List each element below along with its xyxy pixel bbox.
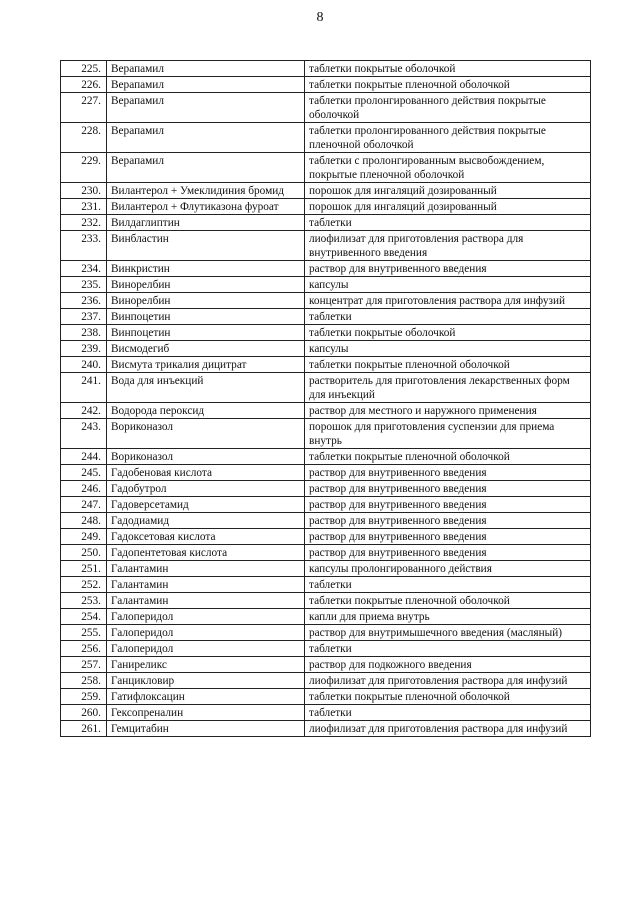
drug-name-cell: Водорода пероксид [107,403,305,419]
dosage-form-cell: таблетки покрытые пленочной оболочкой [305,689,591,705]
row-number-cell: 237. [61,309,107,325]
table-row [61,77,591,93]
table-row [61,577,591,593]
dosage-form-cell: раствор для внутривенного введения [305,465,591,481]
table-row [61,625,591,641]
row-number-cell: 234. [61,261,107,277]
table-row [61,153,591,183]
row-number-cell: 238. [61,325,107,341]
row-number-cell: 251. [61,561,107,577]
drug-name-cell: Гексопреналин [107,705,305,721]
dosage-form-cell: раствор для внутривенного введения [305,529,591,545]
row-number-cell: 226. [61,77,107,93]
drug-name-cell: Висмута трикалия дицитрат [107,357,305,373]
row-number-cell: 249. [61,529,107,545]
drug-name-cell: Галоперидол [107,625,305,641]
row-number-cell: 242. [61,403,107,419]
row-number-cell: 254. [61,609,107,625]
drug-name-cell: Винпоцетин [107,325,305,341]
table-row [61,231,591,261]
row-number-cell: 259. [61,689,107,705]
drug-name-cell: Галантамин [107,561,305,577]
table-row [61,481,591,497]
row-number-cell: 232. [61,215,107,231]
table-row [61,529,591,545]
table-row [61,545,591,561]
table-row [61,689,591,705]
drug-name-cell: Ганиреликс [107,657,305,673]
drug-name-cell: Гадоверсетамид [107,497,305,513]
table-row [61,357,591,373]
dosage-form-cell: таблетки покрытые пленочной оболочкой [305,357,591,373]
drug-name-cell: Гадоксетовая кислота [107,529,305,545]
row-number-cell: 227. [61,93,107,123]
table-row [61,609,591,625]
dosage-form-cell: таблетки покрытые пленочной оболочкой [305,449,591,465]
drug-name-cell: Вориконазол [107,449,305,465]
page-number: 8 [316,10,324,25]
dosage-form-cell: таблетки [305,641,591,657]
row-number-cell: 230. [61,183,107,199]
dosage-form-cell: капсулы пролонгированного действия [305,561,591,577]
drug-name-cell: Галоперидол [107,609,305,625]
dosage-form-cell: концентрат для приготовления раствора для инфузий [305,293,591,309]
drug-name-cell: Вода для инъекций [107,373,305,403]
drug-name-cell: Винпоцетин [107,309,305,325]
row-number-cell: 228. [61,123,107,153]
table-row [61,199,591,215]
row-number-cell: 248. [61,513,107,529]
table-row [61,721,591,737]
table-row [61,183,591,199]
dosage-form-cell: таблетки [305,705,591,721]
table-row [61,513,591,529]
dosage-form-cell: раствор для внутривенного введения [305,513,591,529]
drug-name-cell: Винорелбин [107,277,305,293]
row-number-cell: 240. [61,357,107,373]
table-row [61,673,591,689]
dosage-form-cell: таблетки покрытые оболочкой [305,61,591,77]
dosage-form-cell: таблетки покрытые пленочной оболочкой [305,593,591,609]
drug-name-cell: Гемцитабин [107,721,305,737]
table-row [61,261,591,277]
drug-name-cell: Верапамил [107,77,305,93]
row-number-cell: 260. [61,705,107,721]
row-number-cell: 231. [61,199,107,215]
dosage-form-cell: раствор для внутривенного введения [305,481,591,497]
row-number-cell: 253. [61,593,107,609]
table-row [61,341,591,357]
table-row [61,497,591,513]
drug-name-cell: Вилантерол + Флутиказона фуроат [107,199,305,215]
row-number-cell: 252. [61,577,107,593]
row-number-cell: 225. [61,61,107,77]
row-number-cell: 239. [61,341,107,357]
table-row [61,465,591,481]
row-number-cell: 256. [61,641,107,657]
dosage-form-cell: раствор для внутривенного введения [305,545,591,561]
dosage-form-cell: таблетки [305,215,591,231]
drug-table-body [61,61,591,737]
row-number-cell: 243. [61,419,107,449]
drug-name-cell: Вориконазол [107,419,305,449]
dosage-form-cell: капсулы [305,341,591,357]
row-number-cell: 241. [61,373,107,403]
table-row [61,449,591,465]
dosage-form-cell: порошок для приготовления суспензии для приема внутрь [305,419,591,449]
drug-name-cell: Галоперидол [107,641,305,657]
drug-name-cell: Гадобутрол [107,481,305,497]
row-number-cell: 261. [61,721,107,737]
drug-name-cell: Галантамин [107,593,305,609]
dosage-form-cell: порошок для ингаляций дозированный [305,183,591,199]
row-number-cell: 255. [61,625,107,641]
table-row [61,419,591,449]
row-number-cell: 229. [61,153,107,183]
table-row [61,215,591,231]
row-number-cell: 258. [61,673,107,689]
row-number-cell: 244. [61,449,107,465]
dosage-form-cell: капли для приема внутрь [305,609,591,625]
drug-table [60,60,591,737]
dosage-form-cell: лиофилизат для приготовления раствора для инфузий [305,721,591,737]
drug-name-cell: Вилдаглиптин [107,215,305,231]
table-row [61,123,591,153]
table-row [61,657,591,673]
drug-name-cell: Висмодегиб [107,341,305,357]
table-row [61,277,591,293]
drug-name-cell: Галантамин [107,577,305,593]
drug-name-cell: Винкристин [107,261,305,277]
drug-name-cell: Гадобеновая кислота [107,465,305,481]
dosage-form-cell: таблетки [305,577,591,593]
row-number-cell: 233. [61,231,107,261]
row-number-cell: 236. [61,293,107,309]
dosage-form-cell: лиофилизат для приготовления раствора для инфузий [305,673,591,689]
row-number-cell: 250. [61,545,107,561]
drug-name-cell: Верапамил [107,123,305,153]
drug-name-cell: Гадодиамид [107,513,305,529]
table-row [61,593,591,609]
dosage-form-cell: порошок для ингаляций дозированный [305,199,591,215]
table-row [61,309,591,325]
table-row [61,561,591,577]
dosage-form-cell: таблетки [305,309,591,325]
row-number-cell: 245. [61,465,107,481]
drug-name-cell: Ганцикловир [107,673,305,689]
table-row [61,705,591,721]
dosage-form-cell: раствор для подкожного введения [305,657,591,673]
dosage-form-cell: таблетки с пролонгированным высвобождением, покрытые пленочной оболочкой [305,153,591,183]
dosage-form-cell: таблетки пролонгированного действия покрытые оболочкой [305,93,591,123]
drug-name-cell: Гадопентетовая кислота [107,545,305,561]
drug-name-cell: Верапамил [107,61,305,77]
row-number-cell: 235. [61,277,107,293]
drug-name-cell: Винбластин [107,231,305,261]
drug-name-cell: Вилантерол + Умеклидиния бромид [107,183,305,199]
dosage-form-cell: раствор для внутривенного введения [305,497,591,513]
row-number-cell: 247. [61,497,107,513]
row-number-cell: 246. [61,481,107,497]
drug-name-cell: Верапамил [107,153,305,183]
drug-name-cell: Гатифлоксацин [107,689,305,705]
dosage-form-cell: раствор для внутривенного введения [305,261,591,277]
table-row [61,641,591,657]
dosage-form-cell: таблетки покрытые пленочной оболочкой [305,77,591,93]
dosage-form-cell: лиофилизат для приготовления раствора для внутривенного введения [305,231,591,261]
table-row [61,293,591,309]
dosage-form-cell: раствор для внутримышечного введения (масляный) [305,625,591,641]
table-row [61,373,591,403]
dosage-form-cell: таблетки пролонгированного действия покрытые пленочной оболочкой [305,123,591,153]
dosage-form-cell: таблетки покрытые оболочкой [305,325,591,341]
table-row [61,93,591,123]
dosage-form-cell: растворитель для приготовления лекарственных форм для инъекций [305,373,591,403]
dosage-form-cell: раствор для местного и наружного применения [305,403,591,419]
table-row [61,61,591,77]
row-number-cell: 257. [61,657,107,673]
drug-name-cell: Верапамил [107,93,305,123]
table-row [61,403,591,419]
dosage-form-cell: капсулы [305,277,591,293]
drug-name-cell: Винорелбин [107,293,305,309]
table-row [61,325,591,341]
